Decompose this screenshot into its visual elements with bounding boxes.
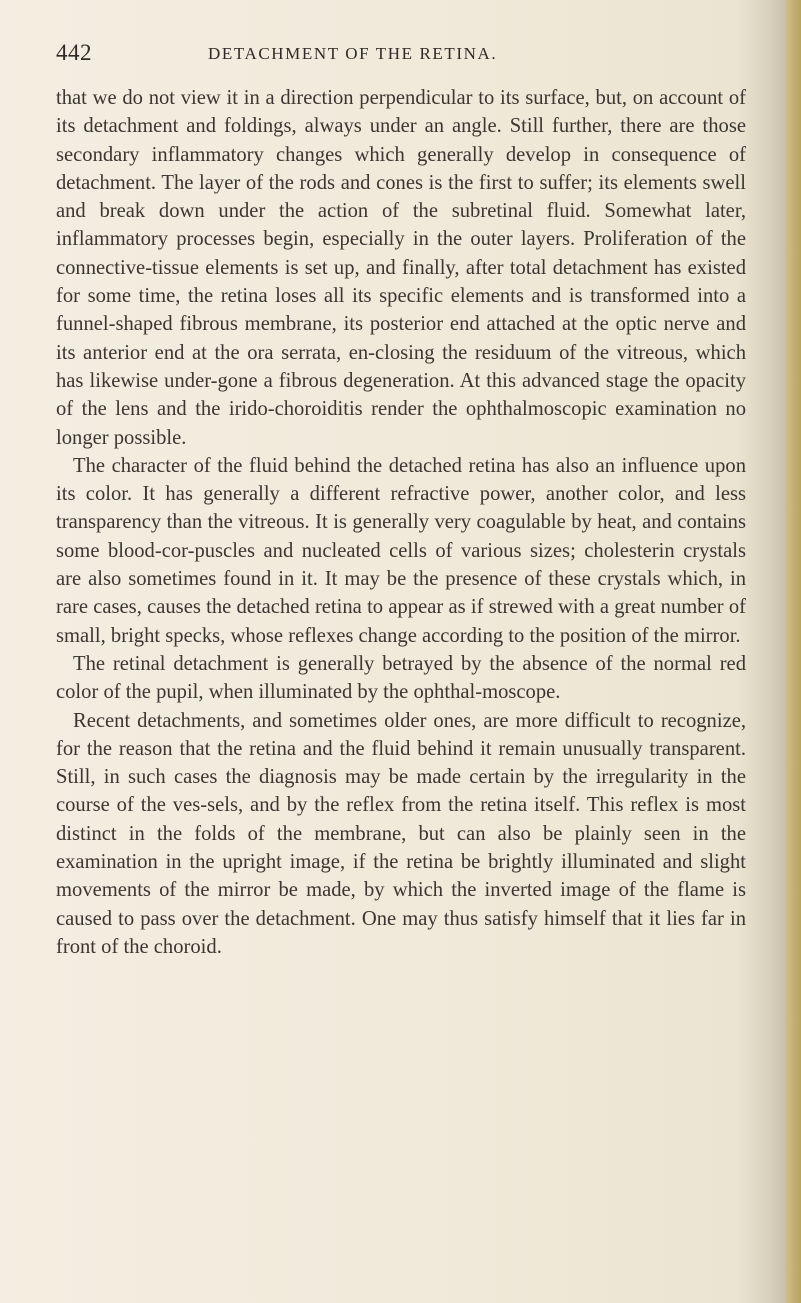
body-text — [56, 84, 746, 961]
paragraph-fluid-character: The character of the fluid behind the detached retina has also an influence upon its color. It has generally a different refractive power, another color, and less transparency than the vitreous. It is generally very coagulable by heat, and contains some blood-cor-puscles and nucleated cells of various sizes; cholesterin crystals are also sometimes found in it. It may be the presence of these crystals which, in rare cases, causes the detached retina to appear as if strewed with a great number of small, bright specks, whose reflexes change according to the position of the mirror. — [56, 454, 746, 647]
paragraph-recent-detachments: Recent detachments, and sometimes older ones, are more difficult to recognize, for the reason that the retina and the fluid behind it remain unusually transparent. Still, in such cases the diagnosis may be made certain by the irregularity in the course of the ves-sels, and by the reflex from the retina itself. This reflex is most distinct in the folds of the membrane, but can also be plainly seen in the examination in the upright image, if the retina be brightly illuminated and slight movements of the mirror be made, by which the inverted image of the flame is caused to pass over the detachment. One may thus satisfy himself that it lies far in front of the choroid. — [56, 709, 746, 958]
paragraph-pupil-color: The retinal detachment is generally betrayed by the absence of the normal red color of the pupil, when illuminated by the ophthal-moscope. — [56, 652, 746, 704]
running-title: DETACHMENT OF THE RETINA. — [208, 44, 498, 63]
page-edge — [785, 0, 801, 1303]
page-header — [56, 40, 746, 80]
paragraph-continued: that we do not view it in a direction perpendicular to its surface, but, on account of its detachment and foldings, always under an angle. Still further, there are those secondary inflammatory changes which generally develop in consequence of detachment. The layer of the rods and cones is the first to suffer; its elements swell and break down under the action of the subretinal fluid. Somewhat later, inflammatory processes begin, especially in the outer layers. Proliferation of the connective-tissue elements is set up, and finally, after total detachment has existed for some time, the retina loses all its specific elements and is transformed into a funnel-shaped fibrous membrane, its posterior end attached at the optic nerve and its anterior end at the ora serrata, en-closing the residuum of the vitreous, which has likewise under-gone a fibrous degeneration. At this advanced stage the opacity of the lens and the irido-choroiditis render the ophthalmoscopic examination no longer possible. — [56, 87, 746, 449]
page-number: 442 — [56, 40, 92, 65]
